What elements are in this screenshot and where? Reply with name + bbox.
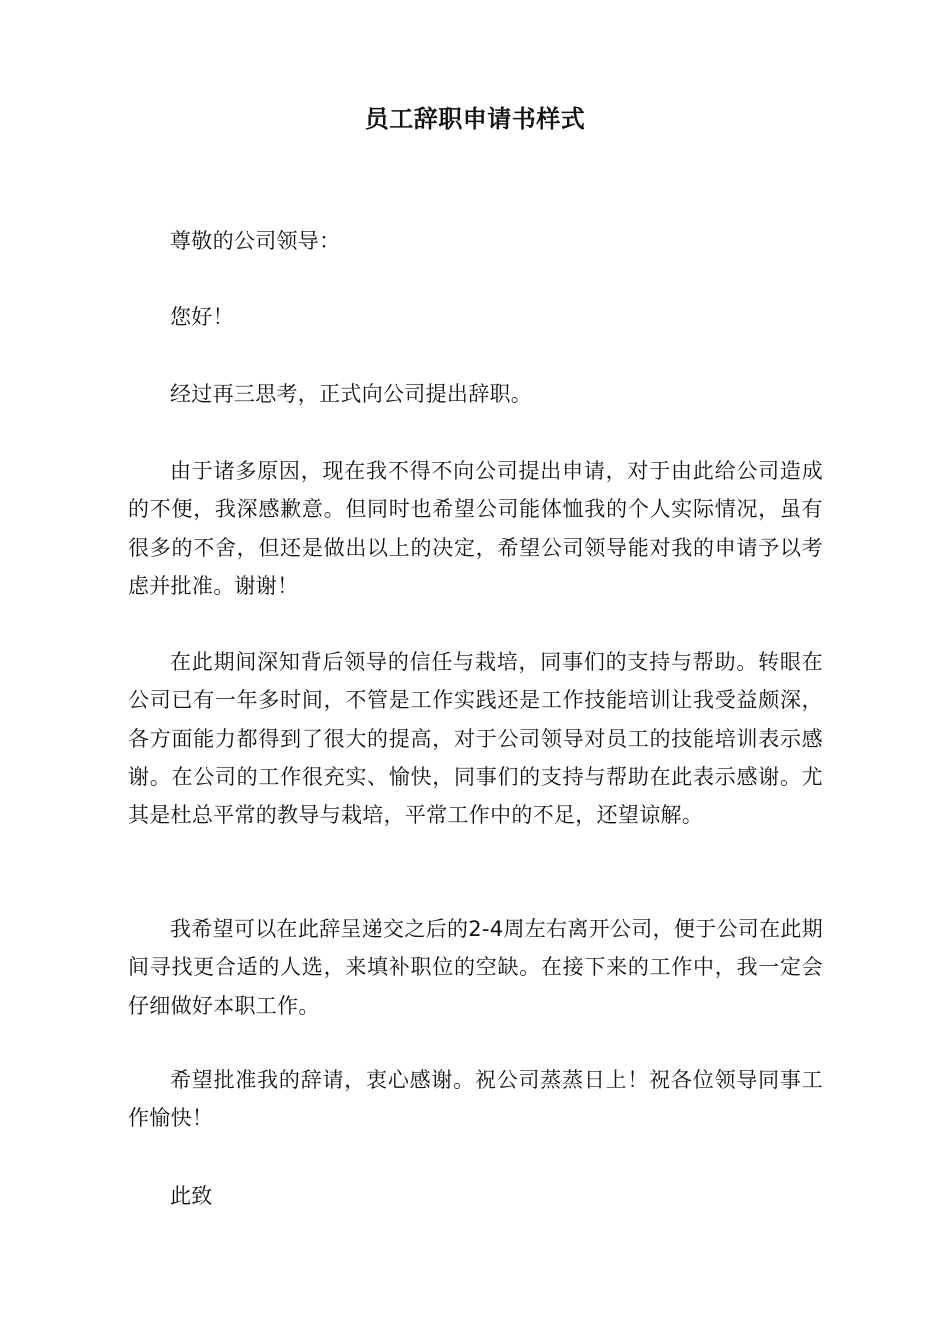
reason-paragraph: 由于诸多原因，现在我不得不向公司提出申请，对于由此给公司造成的不便，我深感歉意。但同时也希望公司能体恤我的个人实际情况，虽有很多的不舍，但还是做出以上的决定，希望公司领导能对我的申请予以考虑并批准。谢谢！: [128, 459, 823, 598]
greeting-paragraph: 您好！: [170, 305, 234, 329]
plan-paragraph: 我希望可以在此辞呈递交之后的2-4周左右离开公司，便于公司在此期间寻找更合适的人选，来填补职位的空缺。在接下来的工作中，我一定会仔细做好本职工作。: [128, 917, 823, 1018]
wish-paragraph: 希望批准我的辞请，衷心感谢。祝公司蒸蒸日上！祝各位领导同事工作愉快！: [128, 1068, 823, 1131]
intro-paragraph: 经过再三思考，正式向公司提出辞职。: [170, 382, 533, 406]
closing-paragraph: 此致: [170, 1184, 213, 1208]
gratitude-paragraph: 在此期间深知背后领导的信任与栽培，同事们的支持与帮助。转眼在公司已有一年多时间，不管是工作实践还是工作技能培训让我受益颇深，各方面能力都得到了很大的提高，对于公司领导对员工的技能培训表示感谢。在公司的工作很充实、愉快，同事们的支持与帮助在此表示感谢。尤其是杜总平常的教导与栽培，平常工作中的不足，还望谅解。: [128, 650, 823, 828]
salutation-paragraph: 尊敬的公司领导：: [170, 229, 341, 253]
document-title: 员工辞职申请书样式: [364, 105, 586, 133]
